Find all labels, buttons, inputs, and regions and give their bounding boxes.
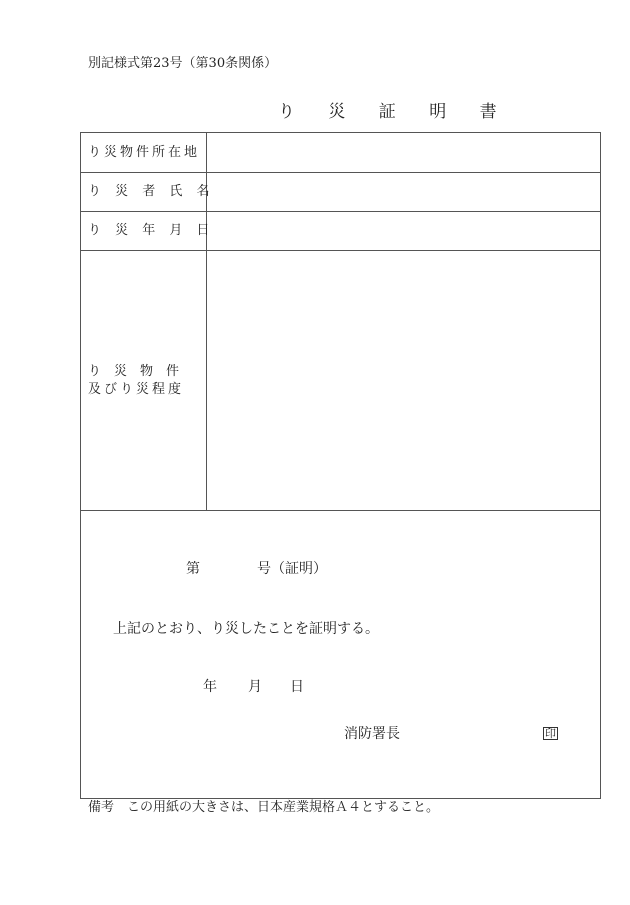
form-number: 別記様式第23号（第30条関係） (88, 56, 278, 71)
label-date: り 災 年 月 日 (88, 223, 215, 238)
label-damage-extent: 及びり災程度 (88, 382, 185, 397)
number-prefix: 第 (186, 561, 200, 577)
month-label: 月 (248, 679, 262, 695)
label-property: り 災 物 件 (88, 364, 180, 379)
footnote: 備考 この用紙の大きさは、日本産業規格Ａ４とすること。 (88, 800, 440, 815)
page-title: り 災 証 明 書 (278, 102, 511, 122)
number-suffix: 号（証明） (257, 561, 327, 577)
day-label: 日 (290, 679, 304, 695)
year-label: 年 (203, 679, 217, 695)
label-location: り災物件所在地 (88, 145, 201, 160)
signer-title: 消防署長 (344, 726, 400, 742)
seal-mark: 印 (545, 727, 556, 740)
label-victim-name: り 災 者 氏 名 (88, 184, 215, 199)
certification-statement: 上記のとおり、り災したことを証明する。 (113, 621, 379, 637)
